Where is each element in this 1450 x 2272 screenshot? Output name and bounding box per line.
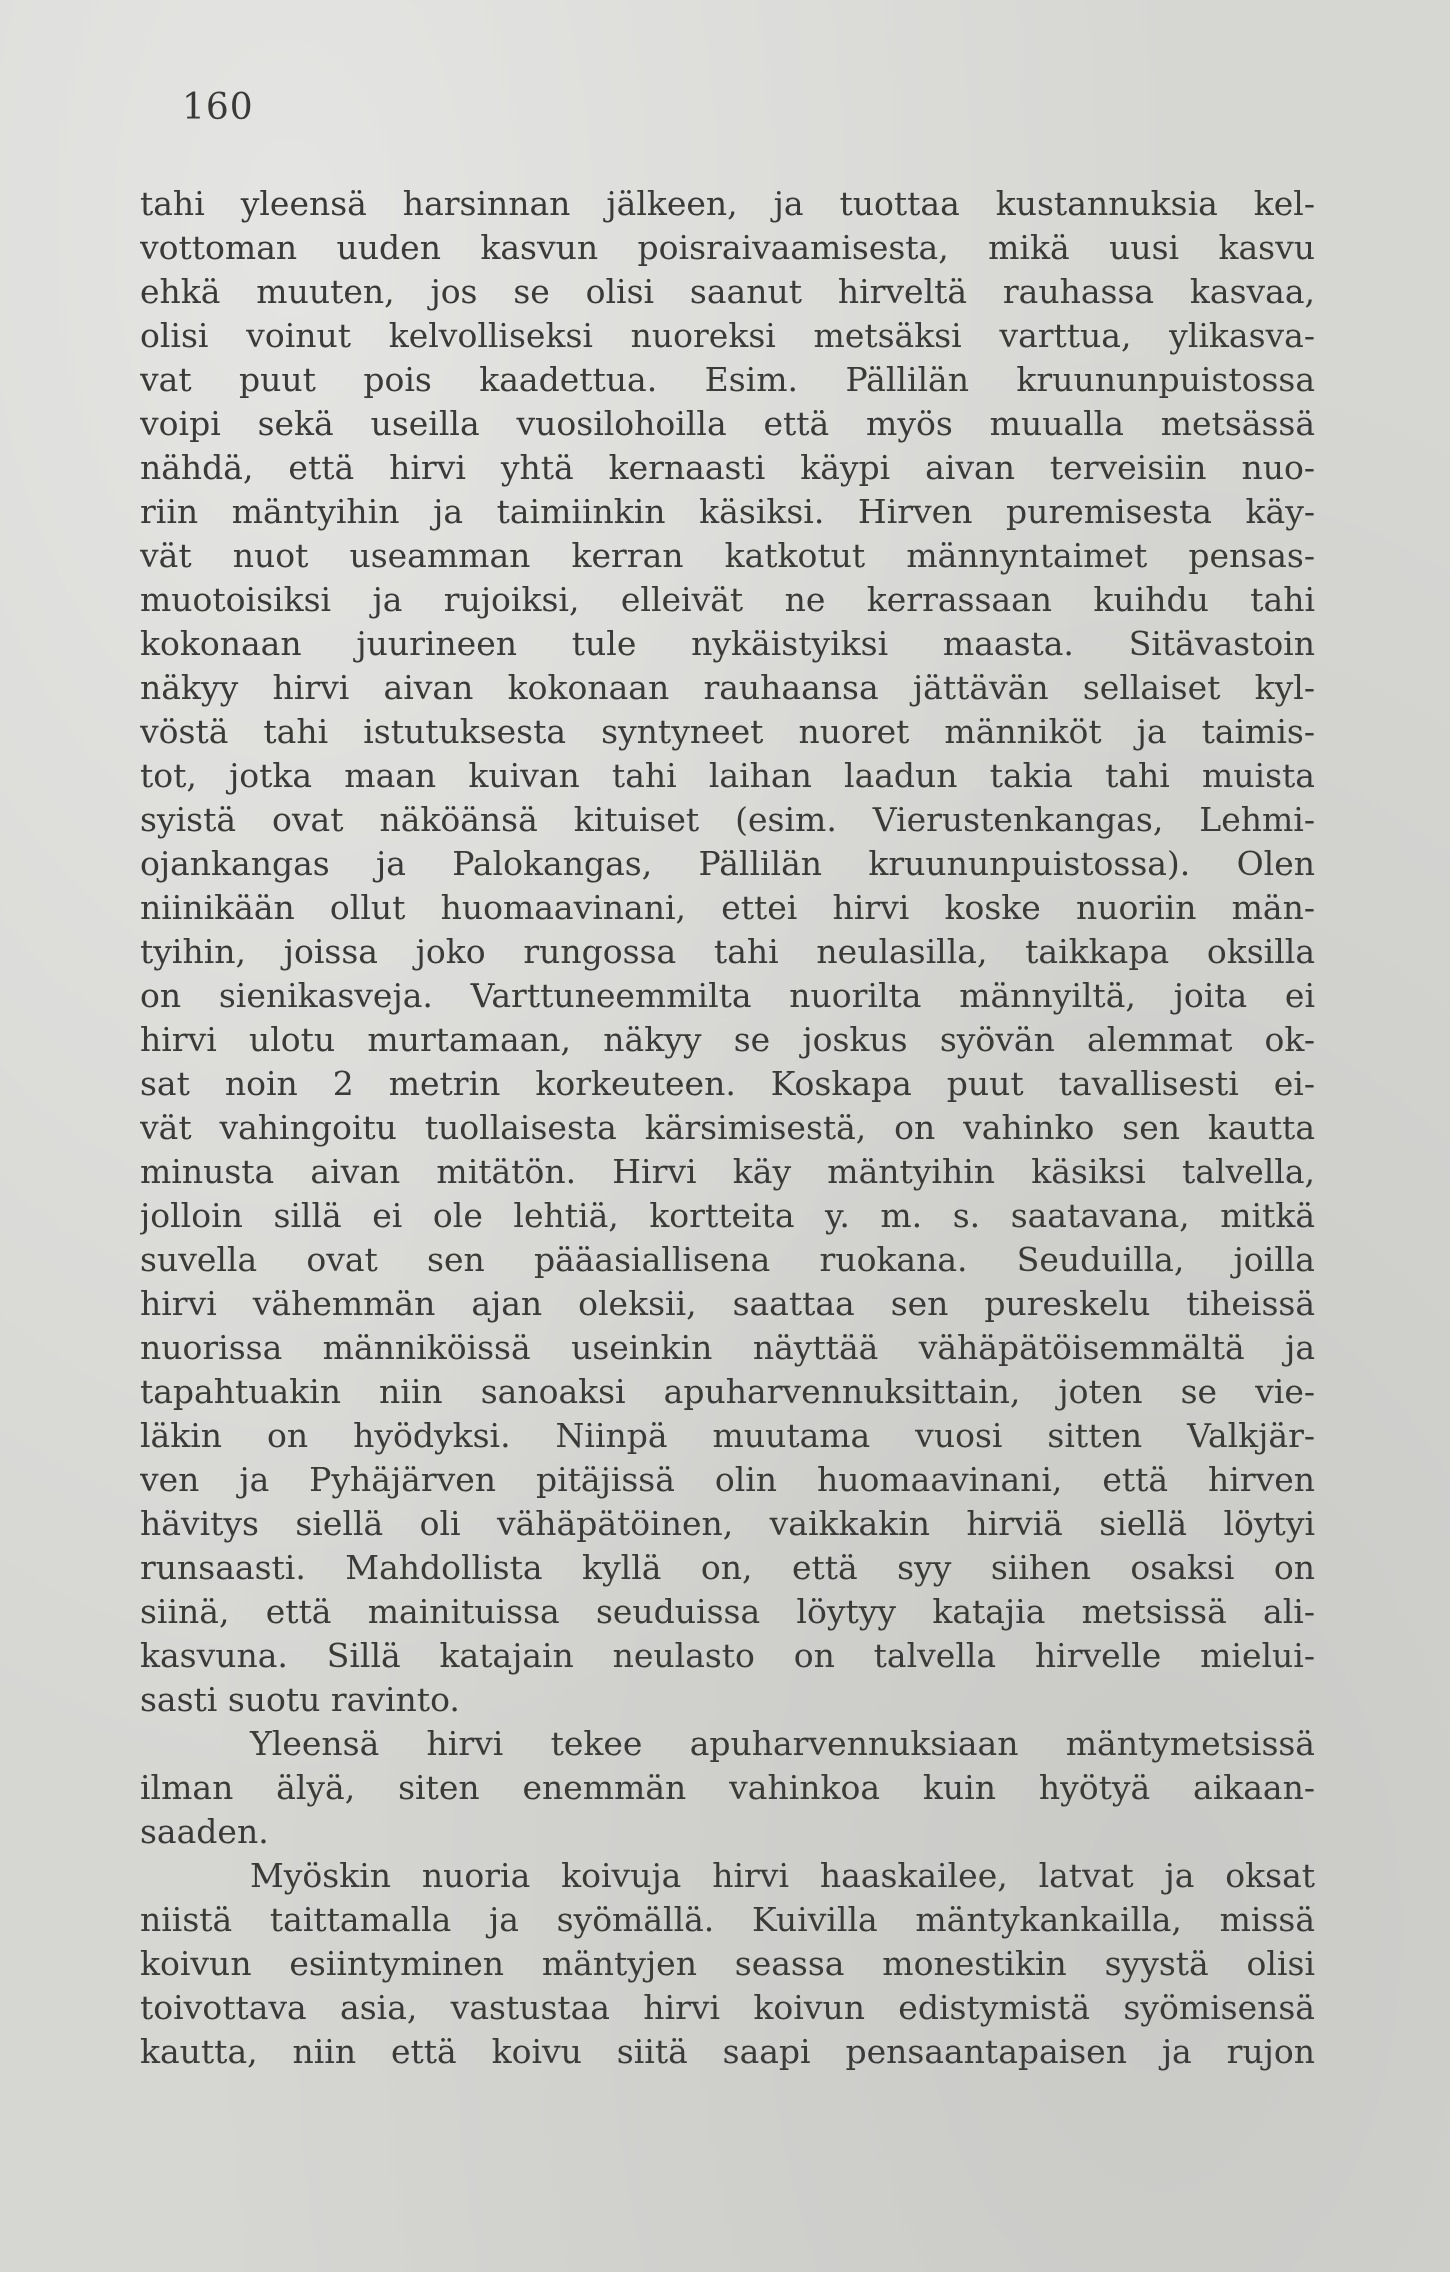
text-line: Myöskin nuoria koivuja hirvi haaskailee, latvat ja oksat (250, 1856, 1315, 1895)
page-number: 160 (182, 87, 254, 128)
text-line: siinä, että mainituissa seuduissa löytyy katajia metsissä ali- (140, 1592, 1315, 1631)
text-line: hävitys siellä oli vähäpätöinen, vaikkakin hirviä siellä löytyi (140, 1504, 1315, 1543)
text-line: runsaasti. Mahdollista kyllä on, että syy siihen osaksi on (140, 1548, 1315, 1587)
body-text (140, 182, 1315, 2074)
text-line: vöstä tahi istutuksesta syntyneet nuoret männiköt ja taimis- (140, 712, 1315, 751)
text-line: tahi yleensä harsinnan jälkeen, ja tuottaa kustannuksia kel- (140, 184, 1315, 223)
text-line: nähdä, että hirvi yhtä kernaasti käypi aivan terveisiin nuo- (140, 448, 1315, 487)
text-line: voipi sekä useilla vuosilohoilla että myös muualla metsässä (140, 404, 1315, 443)
text-line: niistä taittamalla ja syömällä. Kuivilla mäntykankailla, missä (140, 1900, 1315, 1939)
text-line: ehkä muuten, jos se olisi saanut hirveltä rauhassa kasvaa, (140, 272, 1315, 311)
text-line: kautta, niin että koivu siitä saapi pensaantapaisen ja rujon (140, 2032, 1315, 2071)
text-line: tot, jotka maan kuivan tahi laihan laadun takia tahi muista (140, 756, 1315, 795)
text-line: sasti suotu ravinto. (140, 1680, 460, 1719)
text-line: kokonaan juurineen tule nykäistyiksi maasta. Sitävastoin (140, 624, 1315, 663)
text-line: nuorissa männiköissä useinkin näyttää vähäpätöisemmältä ja (140, 1328, 1315, 1367)
text-line: näkyy hirvi aivan kokonaan rauhaansa jättävän sellaiset kyl- (140, 668, 1315, 707)
text-line: jolloin sillä ei ole lehtiä, kortteita y. m. s. saatavana, mitkä (140, 1196, 1315, 1235)
text-line: vät vahingoitu tuollaisesta kärsimisestä, on vahinko sen kautta (140, 1108, 1315, 1147)
text-line: tapahtuakin niin sanoaksi apuharvennuksittain, joten se vie- (140, 1372, 1315, 1411)
text-line: Yleensä hirvi tekee apuharvennuksiaan mäntymetsissä (250, 1724, 1315, 1763)
text-line: toivottava asia, vastustaa hirvi koivun edistymistä syömisensä (140, 1988, 1315, 2027)
text-line: on sienikasveja. Varttuneemmilta nuorilta männyiltä, joita ei (140, 976, 1315, 1015)
text-line: riin mäntyihin ja taimiinkin käsiksi. Hirven puremisesta käy- (140, 492, 1315, 531)
text-line: ojankangas ja Palokangas, Pällilän kruununpuistossa). Olen (140, 844, 1315, 883)
text-line: vat puut pois kaadettua. Esim. Pällilän kruununpuistossa (140, 360, 1315, 399)
text-line: kasvuna. Sillä katajain neulasto on talvella hirvelle mielui- (140, 1636, 1315, 1675)
text-line: hirvi ulotu murtamaan, näkyy se joskus syövän alemmat ok- (140, 1020, 1315, 1059)
text-line: syistä ovat näköänsä kituiset (esim. Vierustenkangas, Lehmi- (140, 800, 1315, 839)
text-line: koivun esiintyminen mäntyjen seassa monestikin syystä olisi (140, 1944, 1315, 1983)
text-line: olisi voinut kelvolliseksi nuoreksi metsäksi varttua, ylikasva- (140, 316, 1315, 355)
text-line: hirvi vähemmän ajan oleksii, saattaa sen pureskelu tiheissä (140, 1284, 1315, 1323)
text-line: suvella ovat sen pääasiallisena ruokana. Seuduilla, joilla (140, 1240, 1315, 1279)
text-line: läkin on hyödyksi. Niinpä muutama vuosi sitten Valkjär- (140, 1416, 1315, 1455)
text-line: vät nuot useamman kerran katkotut männyntaimet pensas- (140, 536, 1315, 575)
text-line: minusta aivan mitätön. Hirvi käy mäntyihin käsiksi talvella, (140, 1152, 1315, 1191)
text-line: vottoman uuden kasvun poisraivaamisesta, mikä uusi kasvu (140, 228, 1315, 267)
text-line: saaden. (140, 1812, 269, 1851)
text-line: niinikään ollut huomaavinani, ettei hirvi koske nuoriin män- (140, 888, 1315, 927)
text-line: sat noin 2 metrin korkeuteen. Koskapa puut tavallisesti ei- (140, 1064, 1315, 1103)
text-line: tyihin, joissa joko rungossa tahi neulasilla, taikkapa oksilla (140, 932, 1315, 971)
text-line: muotoisiksi ja rujoiksi, elleivät ne kerrassaan kuihdu tahi (140, 580, 1315, 619)
text-line: ven ja Pyhäjärven pitäjissä olin huomaavinani, että hirven (140, 1460, 1315, 1499)
text-line: ilman älyä, siten enemmän vahinkoa kuin hyötyä aikaan- (140, 1768, 1315, 1807)
